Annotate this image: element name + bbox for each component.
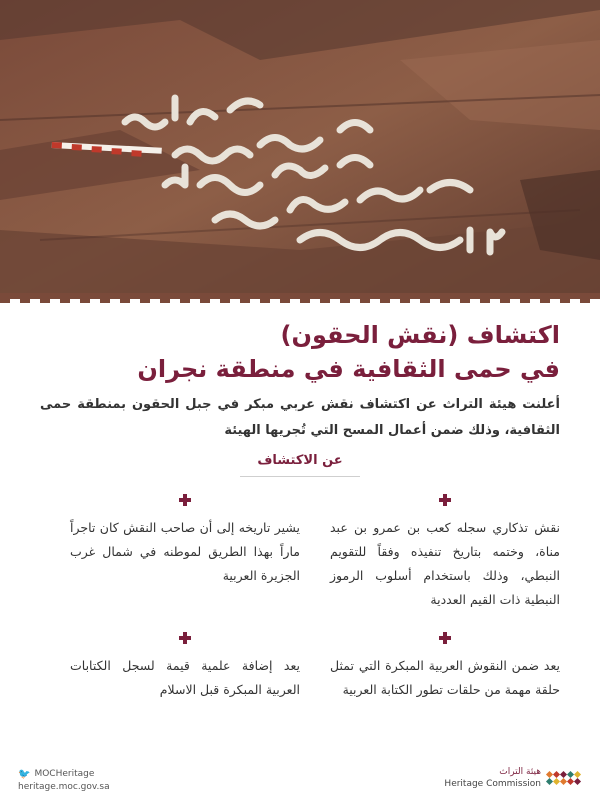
plus-icon	[179, 632, 191, 644]
page-title	[40, 318, 560, 386]
hero-rock-image	[0, 0, 600, 300]
footer	[0, 760, 600, 800]
info-block-3	[330, 632, 560, 702]
website-link[interactable]	[18, 781, 110, 794]
website-url: heritage.moc.gov.sa	[18, 782, 110, 792]
info-block-text: يشير تاريخه إلى أن صاحب النقش كان تاجراً ماراً بهذا الطريق لموطنه في شمال غرب الجزيرة العربية	[70, 520, 300, 583]
title-line-1: اكتشاف (نقش الحقون)	[280, 321, 560, 349]
info-block-text: نقش تذكاري سجله كعب بن عمرو بن عبد مناة، وختمه بتاريخ تنفيذه وفقاً للتقويم النبطي، وذلك باستخدام أسلوب الرموز النبطية ذات القيم العددية	[330, 520, 560, 607]
plus-icon	[439, 494, 451, 506]
title-line-2: في حمى الثقافية في منطقة نجران	[137, 355, 560, 383]
plus-icon	[179, 494, 191, 506]
logo-arabic: هيئة التراث	[499, 767, 541, 777]
info-block-2	[70, 494, 300, 588]
twitter-link[interactable]	[18, 768, 110, 781]
intro-paragraph: أعلنت هيئة التراث عن اكتشاف نقش عربي مبكر في جبل الحقون بمنطقة حمى الثقافية، وذلك ضمن أعمال المسح التي تُجريها الهيئة	[40, 397, 560, 438]
social-links	[18, 768, 110, 794]
border-pattern	[0, 293, 600, 305]
logo-english: Heritage Commission	[444, 779, 541, 789]
twitter-icon: 🐦	[18, 769, 31, 780]
twitter-handle: MOCHeritage	[34, 769, 95, 779]
rock-inscription-illustration	[0, 0, 600, 300]
logo-text	[444, 766, 541, 790]
section-heading: عن الاكتشاف	[257, 453, 343, 468]
decorative-border	[0, 290, 600, 302]
section-divider	[240, 476, 360, 477]
info-block-4	[70, 632, 300, 702]
info-block-text: يعد إضافة علمية قيمة لسجل الكتابات العربية المبكرة قبل الاسلام	[70, 658, 300, 697]
info-block-text: يعد ضمن النقوش العربية المبكرة التي تمثل حلقة مهمة من حلقات تطور الكتابة العربية	[330, 658, 560, 697]
plus-icon	[439, 632, 451, 644]
logo-mark-icon	[547, 772, 580, 784]
heritage-commission-logo	[444, 766, 580, 790]
info-block-1	[330, 494, 560, 612]
